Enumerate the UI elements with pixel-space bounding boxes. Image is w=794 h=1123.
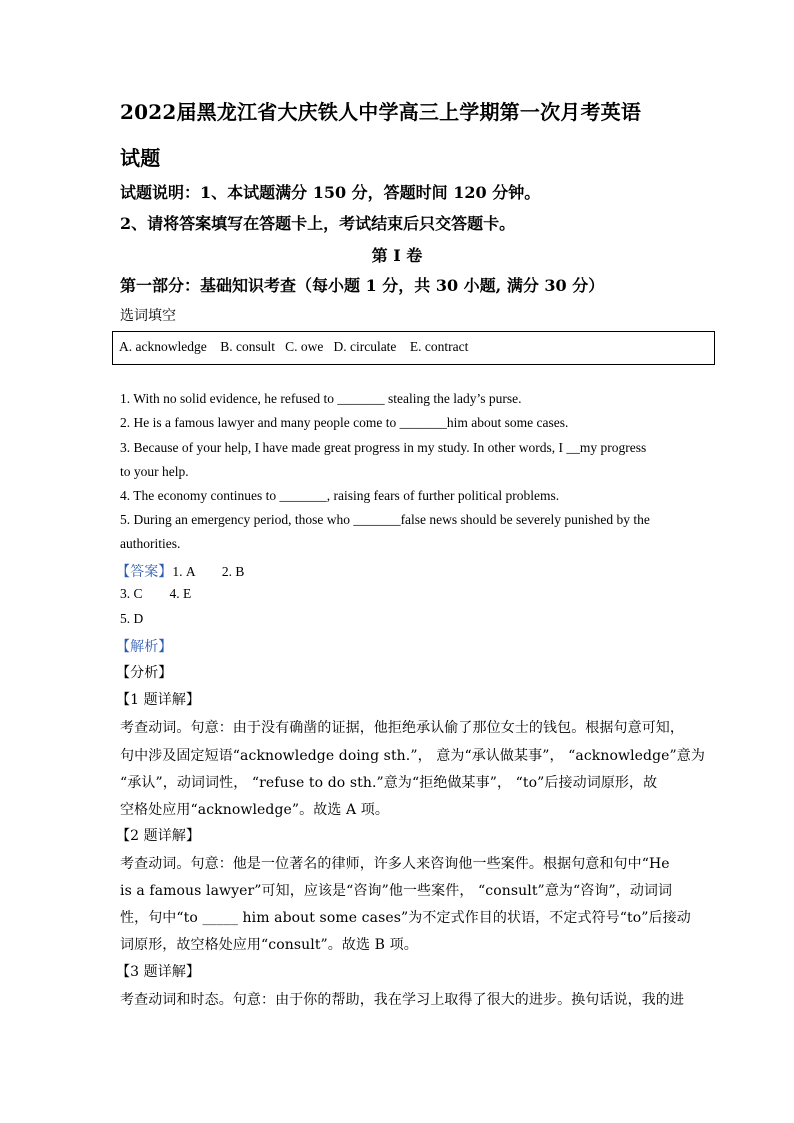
volume-label: 第 I 卷 [371,246,423,265]
answer-row-3: 5. D [120,611,144,626]
answer-values-2: 3. C 4. E [120,586,192,601]
section-label: 选词填空 [120,308,176,324]
document-title-line-1: 2022届黑龙江省大庆铁人中学高三上学期第一次月考英语 [120,100,642,124]
analysis-label: 【解析】 [116,639,173,655]
word-options-box [112,331,715,365]
q2-detail-line-1: 考查动词。句意：他是一位著名的律师，许多人来咨询他一些案件。根据句意和句中“He [120,856,670,872]
q1-detail-line-2: 句中涉及固定短语“acknowledge doing sth.”， 意为“承认做某事”， “acknowledge”意为 [120,748,706,764]
answer-row-1 [116,561,244,581]
question-5: 5. During an emergency period, those who _______false news should be severely punished by the [120,512,650,527]
q3-detail-heading: 【3 题详解】 [116,964,201,980]
q2-detail-line-4: 词原形，故空格处应用“consult”。故选 B 项。 [120,937,418,953]
q1-detail-line-3: “承认”，动词词性， “refuse to do sth.”意为“拒绝做某事”， “to”后接动词原形，故 [120,775,658,791]
question-1: 1. With no solid evidence, he refused to _______ stealing the lady’s purse. [120,391,522,406]
question-3: 3. Because of your help, I have made great progress in my study. In other words, I __my progress [120,440,647,455]
answer-label: 【答案】 [116,565,173,580]
question-2: 2. He is a famous lawyer and many people come to _______him about some cases. [120,415,569,430]
q1-detail-line-4: 空格处应用“acknowledge”。故选 A 项。 [120,802,389,818]
question-5-continued: authorities. [120,536,181,551]
q1-detail-heading: 【1 题详解】 [116,692,201,708]
instruction-line-1: 试题说明：1、本试题满分 150 分，答题时间 120 分钟。 [120,183,541,202]
question-3-continued: to your help. [120,464,189,479]
q1-detail-line-1: 考查动词。句意：由于没有确凿的证据，他拒绝承认偷了那位女士的钱包。根据句意可知， [120,720,684,736]
q2-detail-line-3: 性，句中“to _____ him about some cases”为不定式作目的状语，不定式符号“to”后接动 [120,910,691,926]
word-options-text: A. acknowledge B. consult C. owe D. circulate E. contract [119,339,469,354]
document-title-line-2: 试题 [120,146,161,170]
part-heading: 第一部分：基础知识考查（每小题 1 分，共 30 小题, 满分 30 分） [120,276,605,295]
question-4: 4. The economy continues to _______, raising fears of further political problems. [120,488,560,503]
q3-detail-line-1: 考查动词和时态。句意：由于你的帮助，我在学习上取得了很大的进步。换句话说，我的进 [120,992,684,1008]
analysis-fenxi: 【分析】 [116,665,173,681]
instruction-line-2: 2、请将答案填写在答题卡上，考试结束后只交答题卡。 [120,214,516,233]
q2-detail-line-2: is a famous lawyer”可知，应该是“咨询”他一些案件， “consult”意为“咨询”，动词词 [120,883,673,899]
answer-values-1: 1. A 2. B [172,564,245,579]
answer-row-2 [120,586,191,602]
q2-detail-heading: 【2 题详解】 [116,828,201,844]
